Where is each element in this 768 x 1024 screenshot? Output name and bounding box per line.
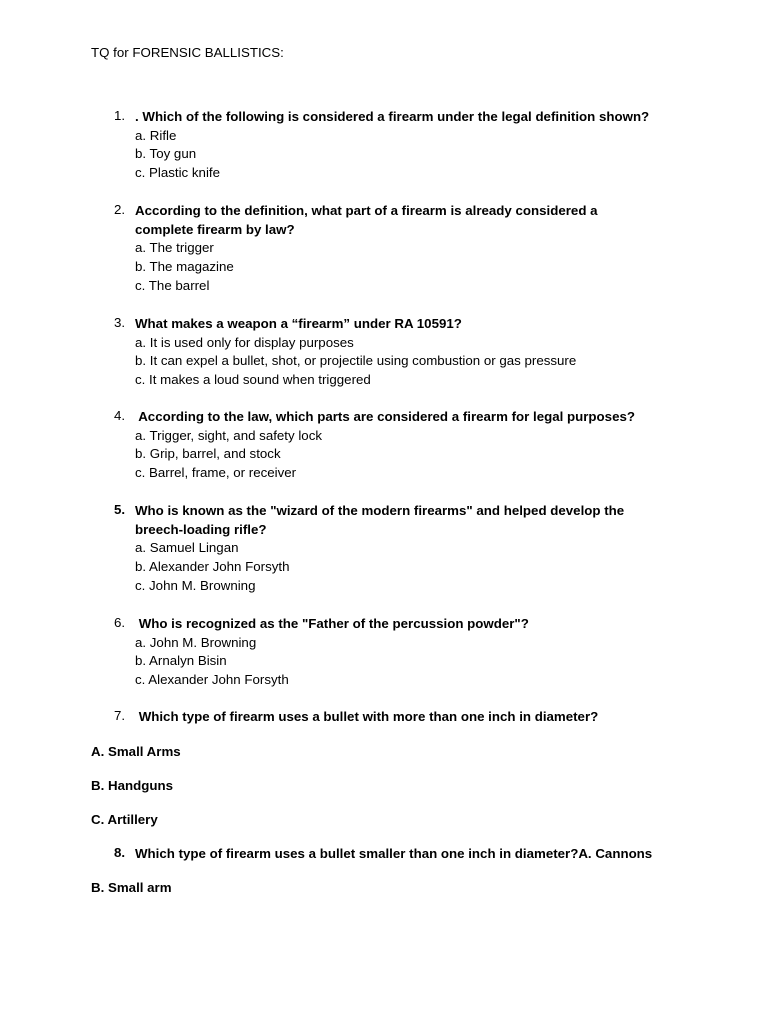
- document-title: TQ for FORENSIC BALLISTICS:: [91, 45, 284, 60]
- question-number: 4.: [114, 408, 126, 423]
- option-a: a. Rifle: [135, 127, 177, 143]
- option-c: c. It makes a loud sound when triggered: [135, 372, 371, 388]
- answer-choice-b: B. Handguns: [91, 778, 173, 793]
- option-c: c. Alexander John Forsyth: [135, 672, 289, 688]
- question-stem: Which type of firearm uses a bullet with more than one inch in diameter?: [135, 709, 599, 724]
- question-stem: According to the definition, what part of a firearm is already considered a complete firearm by law?: [135, 203, 598, 237]
- option-b: b. Arnalyn Bisin: [135, 653, 227, 669]
- question-number: 3.: [114, 315, 126, 330]
- question-7: [114, 708, 714, 727]
- question-number: 1.: [114, 108, 126, 123]
- question-3: [114, 315, 714, 390]
- question-number: 8.: [114, 845, 126, 860]
- question-number: 7.: [114, 708, 126, 723]
- question-number: 5.: [114, 502, 126, 517]
- question-stem: What makes a weapon a “firearm” under RA 10591?: [135, 316, 462, 331]
- question-stem: . Which of the following is considered a firearm under the legal definition shown?: [135, 109, 650, 124]
- question-stem: Which type of firearm uses a bullet smaller than one inch in diameter?A. Cannons: [135, 846, 653, 861]
- question-8: [114, 845, 754, 864]
- question-stem: Who is recognized as the "Father of the percussion powder"?: [135, 616, 529, 631]
- option-c: c. John M. Browning: [135, 577, 256, 593]
- question-number: 2.: [114, 202, 126, 217]
- question-number: 6.: [114, 615, 126, 630]
- option-a: a. It is used only for display purposes: [135, 334, 354, 350]
- answer-choice-c: C. Artillery: [91, 812, 158, 827]
- option-a: a. Samuel Lingan: [135, 540, 239, 556]
- question-6: [114, 615, 714, 690]
- option-a: a. John M. Browning: [135, 634, 257, 650]
- answer-choice-a: A. Small Arms: [91, 744, 181, 759]
- option-c: c. Barrel, frame, or receiver: [135, 465, 297, 481]
- option-b: b. The magazine: [135, 259, 234, 275]
- option-b: b. Alexander John Forsyth: [135, 559, 290, 575]
- option-b: b. It can expel a bullet, shot, or projectile using combustion or gas pressure: [135, 353, 577, 369]
- option-c: c. The barrel: [135, 277, 210, 293]
- option-a: a. The trigger: [135, 240, 214, 256]
- question-2: [114, 202, 714, 296]
- answer-choice-b: B. Small arm: [91, 880, 172, 895]
- question-stem: Who is known as the "wizard of the modern firearms" and helped develop the breech-loading rifle?: [135, 503, 625, 537]
- option-b: b. Toy gun: [135, 146, 197, 162]
- question-stem: According to the law, which parts are considered a firearm for legal purposes?: [135, 409, 635, 424]
- option-b: b. Grip, barrel, and stock: [135, 446, 281, 462]
- question-1: [114, 108, 714, 183]
- question-5: [114, 502, 714, 596]
- question-4: [114, 408, 714, 483]
- option-c: c. Plastic knife: [135, 165, 220, 181]
- option-a: a. Trigger, sight, and safety lock: [135, 427, 322, 443]
